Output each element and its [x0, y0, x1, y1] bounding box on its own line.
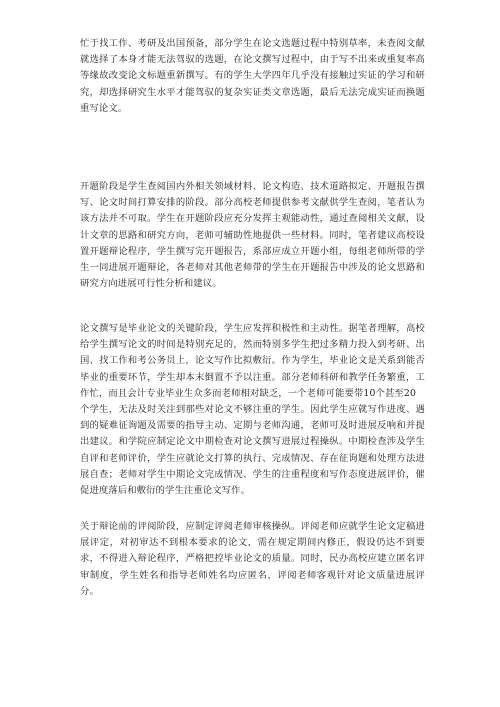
- paragraph-thesis-writing-part2: 个学生，无法及时关注到那些对论文不够注重的学生。因此学生应就写作进度、遇到的疑难征询题及需要的指导主动、定期与老师沟通，老师可及时进展反响和并提出建议。和学院应制定论文中期检查对论文撰写进展过程操纵。中期检查涉及学生自评和老师评价，学生应就论文打算的执行、完成情况、存在征询题和处理方法进展自查；老师对学生中期论文完成情况、学生的注重程度和写作态度进展评价，催促进度落后和敷衍的学生注重论文写作。: [80, 404, 425, 497]
- paragraph-thesis-writing: [80, 321, 425, 499]
- paragraph-thesis-writing-part1: 论文撰写是毕业论文的关键阶段，学生应发挥积极性和主动性。据笔者理解，高校给学生撰写论文的时间是特别充足的，然而特别多学生把过多精力投入到考研、出国、找工作和考公务员上，论文写作比拟敷衍。作为学生，毕业论文是关系到能否毕业的重要环节，学生却本末倒置不予以注重。部分老师科研和教学任务繁重，工作忙，而且会计专业毕业生众多而老师相对缺乏，一个老师可能要带10个甚至20: [80, 323, 425, 399]
- paragraph-review-stage: 关于辩论前的评阅阶段，应制定评阅老师审核操纵。评阅老师应就学生论文定稿进展评定，对初审达不到根本要求的论文，需在规定期间内修正，假设仍达不到要求，不得进入辩论程序，严格把控毕业论文的质量。同时，民办高校应建立匿名评审制度，学生姓名和指导老师姓名均应匿名，评阅老师客观针对论文质量进展评分。: [80, 521, 425, 597]
- paragraph-topic-selection: 忙于找工作、考研及出国预备，部分学生在论文选题过程中特别草率，未查阅文献就选择了本身才能无法驾驭的选题，在论文撰写过程中，由于写不出来或重复率高等缘故改变论文标题重新撰写。有的学生大学四年几乎没有接触过实证的学习和研究，却选择研究生水平才能驾驭的复杂实证类文章选题，最后无法完成实证而换题重写论文。: [80, 38, 425, 114]
- paragraph-proposal-stage: 开题阶段是学生查阅国内外相关领域材料、论文构造、技术道路拟定、开题报告撰写、论文时间打算安排的阶段。部分高校老师提供参考文献供学生查阅，笔者认为该方法并不可取。学生在开题阶段应充分发挥主观能动性，通过查阅相关文献，设计文章的思路和研究方向，老师可辅助性地提供一些材料。同时，笔者建议高校设置开题辩论程序，学生撰写完开题报告，系部应成立开题小组，每组老师所带的学生一同进展开题辩论，各老师对其他老师带的学生在开题报告中涉及的论文思路和研究方向进展可行性分析和建议。: [80, 181, 425, 290]
